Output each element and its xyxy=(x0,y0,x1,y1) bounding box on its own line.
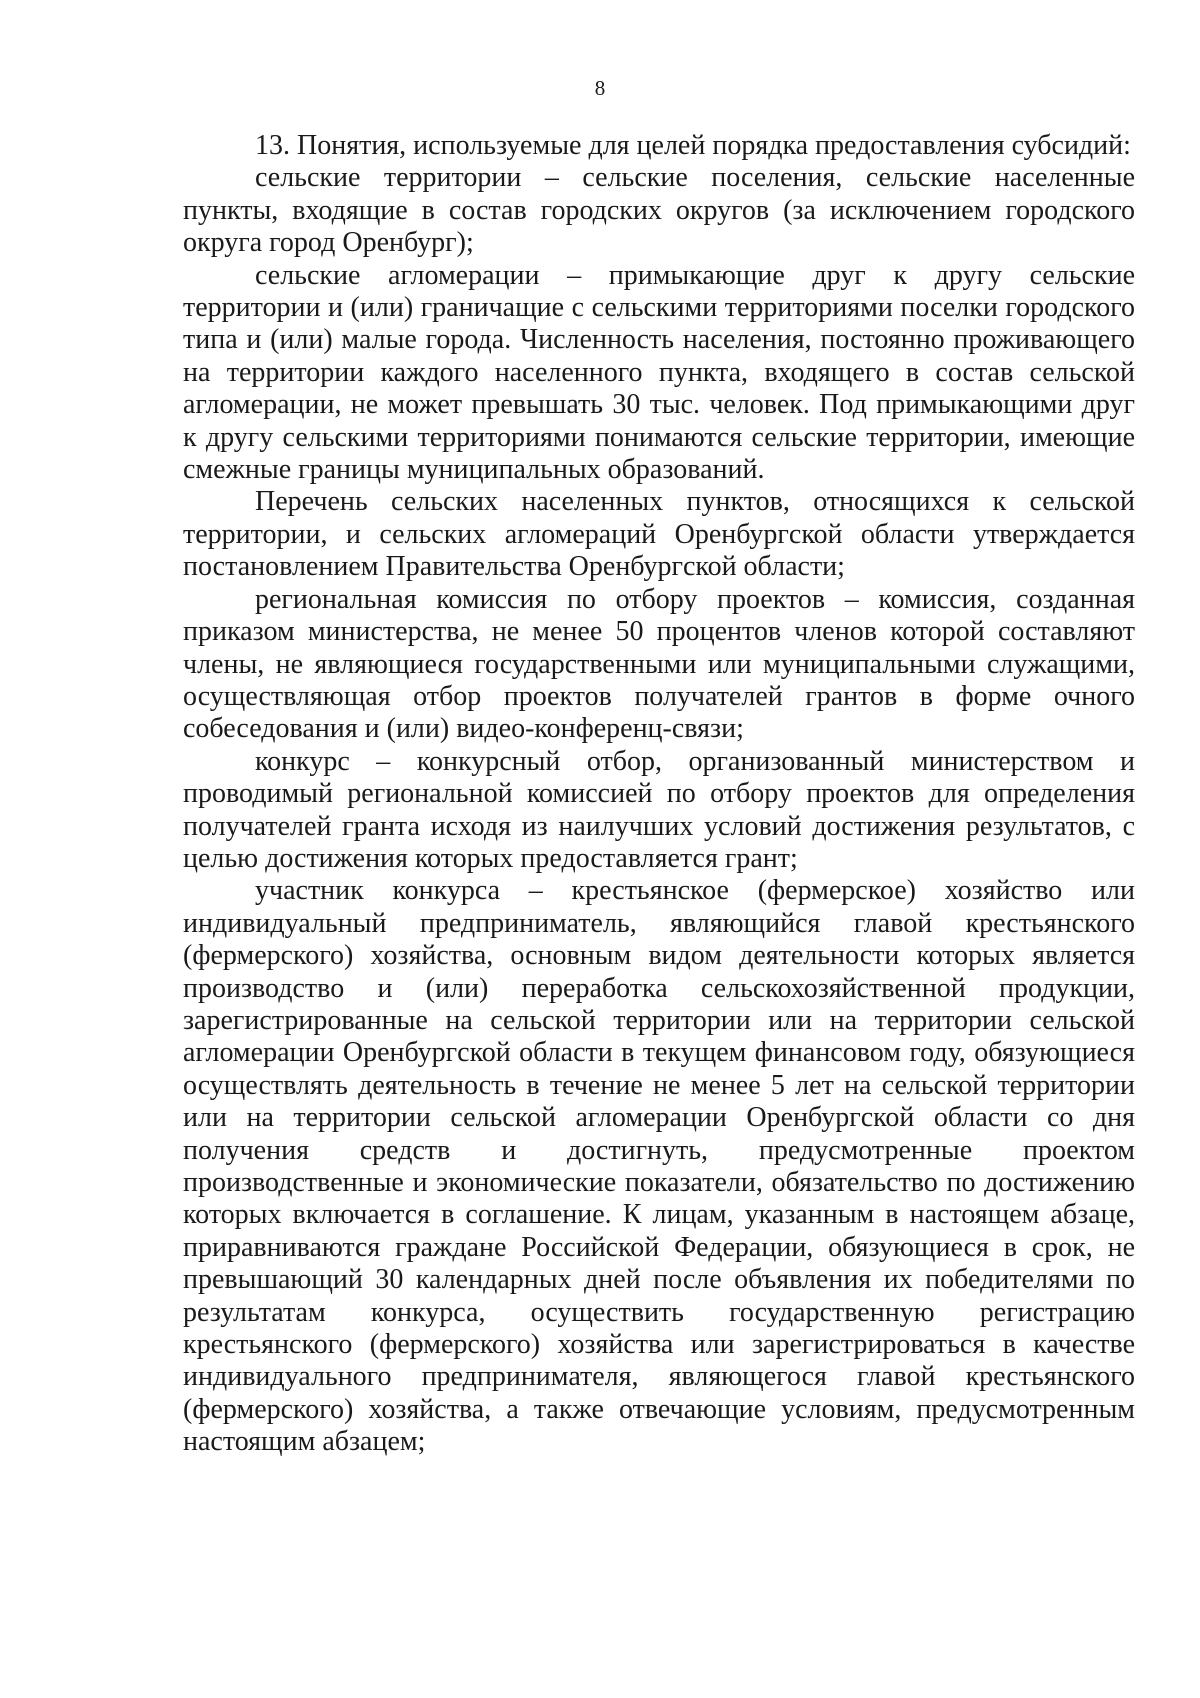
paragraph-competition: конкурс – конкурсный отбор, организованный министерством и проводимый региональной комиссией по отбору проектов для определения получателей гранта исходя из наилучших условий достижения результатов, с целью достижения которых предоставляется грант; xyxy=(183,745,1135,874)
paragraph-rural-agglomerations: сельские агломерации – примыкающие друг к другу сельские территории и (или) граничащие с сельскими территориями поселки городского типа и (или) малые города. Численность населения, постоянно проживающего на территории каждого населенного пункта, входящего в состав сельской агломерации, не может превышать 30 тыс. человек. Под примыкающими друг к другу сельскими территориями понимаются сельские территории, имеющие смежные границы муниципальных образований. xyxy=(183,259,1135,486)
paragraph-settlements-list: Перечень сельских населенных пунктов, относящихся к сельской территории, и сельских агломераций Оренбургской области утверждается постановлением Правительства Оренбургской области; xyxy=(183,486,1135,583)
document-body xyxy=(183,130,1135,1459)
paragraph-competition-participant: участник конкурса – крестьянское (фермерское) хозяйство или индивидуальный предприниматель, являющийся главой крестьянского (фермерского) хозяйства, основным видом деятельности которых является производство и (или) переработка сельскохозяйственной продукции, зарегистрированные на сельской территории или на территории сельской агломерации Оренбургской области в текущем финансовом году, обязующиеся осуществлять деятельность в течение не менее 5 лет на сельской территории или на территории сельской агломерации Оренбургской области со дня получения средств и достигнуть, предусмотренные проектом производственные и экономические показатели, обязательство по достижению которых включается в соглашение. К лицам, указанным в настоящем абзаце, приравниваются граждане Российской Федерации, обязующиеся в срок, не превышающий 30 календарных дней после объявления их победителями по результатам конкурса, осуществить государственную регистрацию крестьянского (фермерского) хозяйства или зарегистрироваться в качестве индивидуального предпринимателя, являющегося главой крестьянского (фермерского) хозяйства, а также отвечающие условиям, предусмотренным настоящим абзацем; xyxy=(183,875,1135,1458)
paragraph-regional-commission: региональная комиссия по отбору проектов – комиссия, созданная приказом министерства, не менее 50 процентов членов которой составляют члены, не являющиеся государственными или муниципальными служащими, осуществляющая отбор проектов получателей грантов в форме очного собеседования и (или) видео-конференц-связи; xyxy=(183,583,1135,745)
paragraph-definitions-intro: 13. Понятия, используемые для целей порядка предоставления субсидий: xyxy=(255,130,1131,161)
paragraph-rural-territories: сельские территории – сельские поселения, сельские населенные пункты, входящие в состав городских округов (за исключением городского округа город Оренбург); xyxy=(183,162,1135,259)
page-number: 8 xyxy=(594,76,606,100)
